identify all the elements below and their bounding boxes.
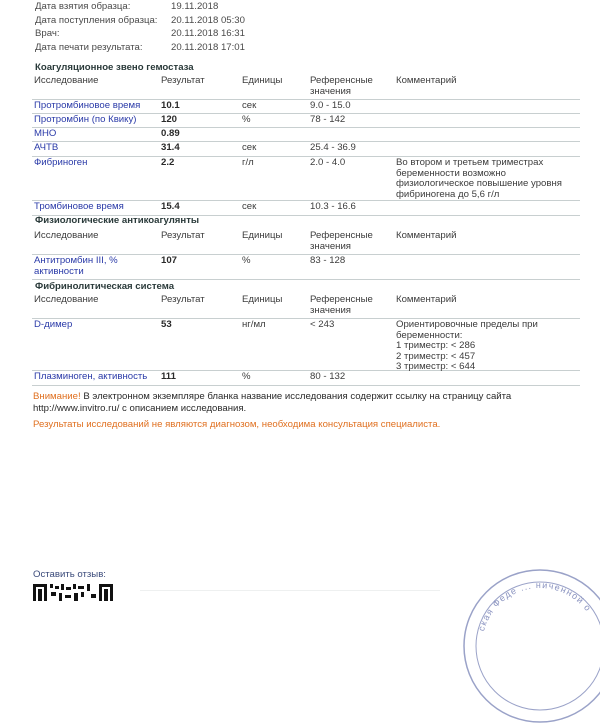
header-test: Исследование [34, 75, 99, 86]
svg-text:ская Феде ... ниченной о [476, 580, 593, 632]
table-row [32, 371, 580, 386]
units: % [242, 371, 251, 382]
result-value: 15.4 [161, 201, 180, 212]
header-result: Результат [161, 230, 205, 241]
ref-range: 2.0 - 4.0 [310, 157, 346, 168]
header-result: Результат [161, 294, 205, 305]
ref-range: 9.0 - 15.0 [310, 100, 351, 111]
divider [140, 590, 440, 591]
result-value: 111 [161, 371, 176, 382]
test-link[interactable]: АЧТВ [34, 142, 59, 153]
result-value: 120 [161, 114, 178, 125]
ref-range: 83 - 128 [310, 255, 346, 266]
test-link[interactable]: D-димер [34, 319, 73, 330]
header-comment: Комментарий [396, 294, 457, 305]
ref-range: 78 - 142 [310, 114, 346, 125]
meta-label: Дата печати результата: [35, 41, 143, 53]
units: г/л [242, 157, 254, 168]
ref-range: 25.4 - 36.9 [310, 142, 356, 153]
header-units: Единицы [242, 294, 283, 305]
meta-value: 20.11.2018 05:30 [171, 14, 245, 26]
section-title-anticoagulants: Физиологические антикоагулянты [35, 215, 200, 226]
section-title-coagulation: Коагуляционное звено гемостаза [35, 62, 194, 73]
notice [33, 391, 553, 415]
header-comment: Комментарий [396, 230, 457, 241]
table-row [32, 100, 580, 114]
units: сек [242, 142, 257, 153]
meta-value: 20.11.2018 16:31 [171, 28, 245, 39]
meta-label: Дата взятия образца: [35, 1, 131, 12]
test-link[interactable]: Протромбин (по Квику) [34, 114, 137, 125]
result-value: 53 [161, 319, 172, 330]
units: сек [242, 100, 257, 111]
comment: Во втором и третьем триместрах беременности возможно физиологическое повышение уровня фибриногена до 5,6 г/л [396, 157, 562, 200]
table-row [32, 142, 580, 157]
table-header [32, 294, 580, 319]
table-fibrinolytic [32, 294, 580, 386]
units: % [242, 114, 251, 125]
meta-label: Врач: [35, 28, 60, 39]
result-value: 2.2 [161, 157, 175, 168]
section-title-fibrinolytic: Фибринолитическая система [35, 281, 175, 292]
header-units: Единицы [242, 230, 283, 241]
header-result: Результат [161, 75, 205, 86]
qr-code[interactable] [33, 584, 113, 601]
table-coagulation [32, 75, 580, 216]
header-ref: Референсные значения [310, 75, 373, 97]
test-link[interactable]: Антитромбин III, % активности [34, 255, 118, 277]
header-comment: Комментарий [396, 75, 457, 86]
table-row [32, 114, 580, 128]
comment: Ориентировочные пределы при беременности: 1 триместр: < 286 2 триместр: < 457 3 триместр: < 644 [396, 319, 538, 372]
header-ref: Референсные значения [310, 294, 373, 316]
table-row [32, 128, 580, 142]
result-value: 10.1 [161, 100, 180, 111]
table-header [32, 230, 580, 255]
units: нг/мл [242, 319, 266, 330]
stamp-text: ская Феде ... ниченной о [476, 579, 594, 633]
table-row [32, 255, 580, 280]
result-value: 0.89 [161, 128, 180, 139]
result-value: 31.4 [161, 142, 180, 153]
ref-range: 80 - 132 [310, 371, 346, 382]
test-link[interactable]: МНО [34, 128, 57, 139]
units: % [242, 255, 251, 266]
table-row [32, 319, 580, 371]
ref-range: < 243 [310, 319, 335, 330]
table-header [32, 75, 580, 100]
meta-value: 19.11.2018 [171, 1, 219, 12]
meta-label: Дата поступления образца: [35, 14, 158, 26]
header-ref: Референсные значения [310, 230, 373, 252]
result-value: 107 [161, 255, 178, 266]
units: сек [242, 201, 257, 212]
disclaimer: Результаты исследований не являются диагнозом, необходима консультация специалиста. [33, 419, 441, 430]
notice-warn: Внимание! [33, 391, 81, 402]
ref-range: 10.3 - 16.6 [310, 201, 356, 212]
test-link[interactable]: Фибриноген [34, 157, 88, 168]
test-link[interactable]: Тромбиновое время [34, 201, 124, 212]
feedback-label: Оставить отзыв: [33, 569, 106, 580]
test-link[interactable]: Протромбиновое время [34, 100, 141, 111]
meta-value: 20.11.2018 17:01 [171, 41, 245, 53]
stamp-seal [460, 566, 600, 726]
header-test: Исследование [34, 230, 99, 241]
table-row [32, 201, 580, 216]
test-link[interactable]: Плазминоген, активность [34, 371, 148, 382]
header-units: Единицы [242, 75, 283, 86]
table-row [32, 157, 580, 201]
header-test: Исследование [34, 294, 99, 305]
table-anticoagulants [32, 230, 580, 280]
notice-text: В электронном экземпляре бланка название исследования содержит ссылку на страницу сайта http://www.invitro.ru/ с описанием исследования. [33, 391, 512, 414]
